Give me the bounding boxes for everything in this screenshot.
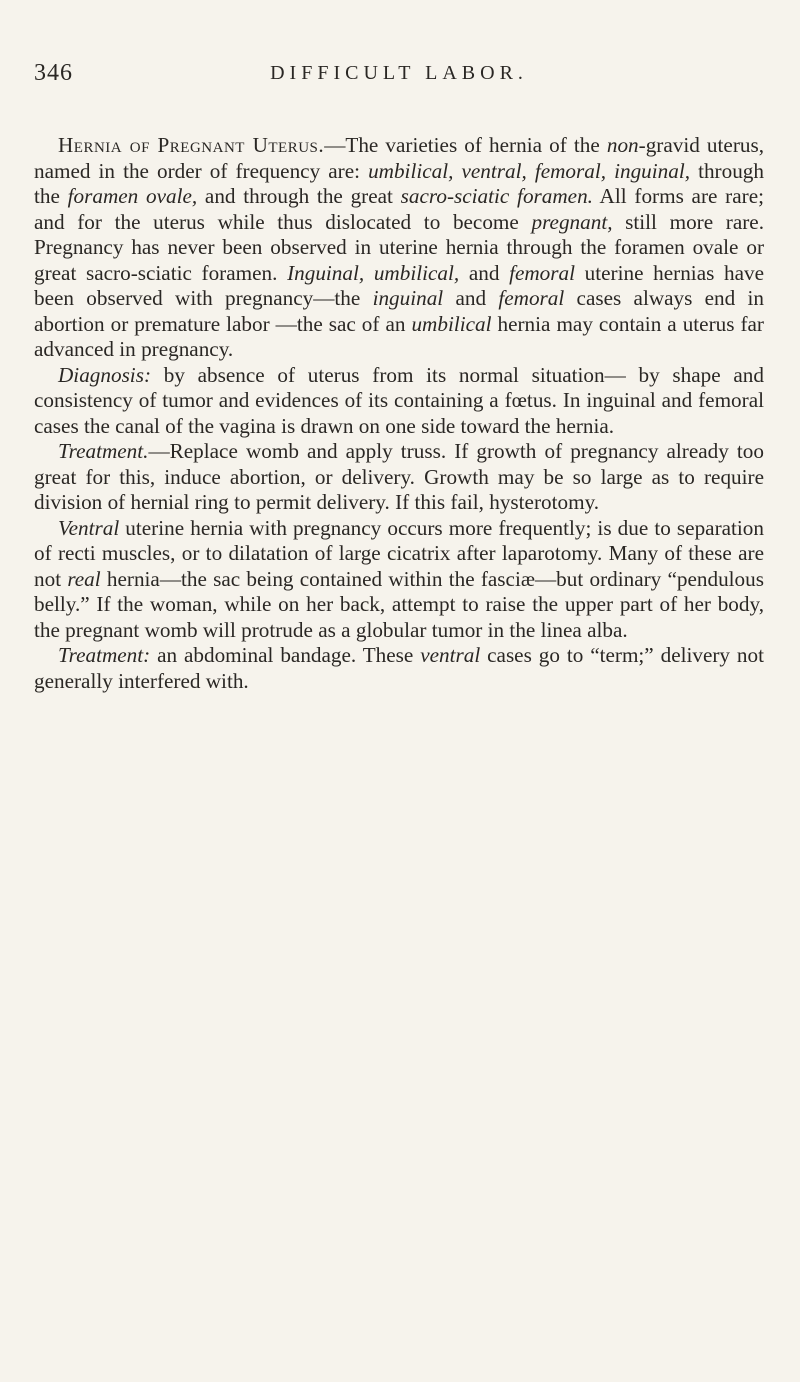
treatment-label: Treatment. [58, 439, 149, 463]
diagnosis-label: Diagnosis: [58, 362, 151, 387]
paragraph-diagnosis: Diagnosis: by absence of uterus from its normal situation— by shape and consistency of tumor and evidences of its containing a fœtus. In inguinal and femoral cases the canal of the vagina is drawn on one side toward the hernia. [34, 362, 764, 438]
section-heading: Hernia of Pregnant Uterus. [58, 133, 325, 157]
paragraph-ventral: Ventral uterine hernia with pregnancy occurs more frequently; is due to separation of recti muscles, or to dilatation of large cicatrix after laparotomy. Many of these are not real hernia—the sac being contained within the fasciæ—but ordinary “pendulous belly.” If the woman, while on her back, attempt to raise the upper part of her body, the pregnant womb will protrude as a globular tumor in the linea alba. [34, 515, 764, 642]
treatment-label-ventral: Treatment: [58, 643, 151, 667]
body-text [34, 133, 764, 694]
paragraph-treatment-inguinal: Treatment.—Replace womb and apply truss. If growth of pregnancy already too great for this, induce abortion, or delivery. Growth may be so large as to require division of hernial ring to permit delivery. If this fail, hysterotomy. [34, 439, 764, 514]
book-page [34, 50, 764, 694]
paragraph-treatment-ventral: Treatment: an abdominal bandage. These ventral cases go to “term;” delivery not generally interfered with. [34, 643, 764, 693]
paragraph-hernia: Hernia of Pregnant Uterus.—The varieties of hernia of the non-gravid uterus, named in the order of frequency are: umbilical, ventral, femoral, inguinal, through the foramen ovale, and through the great sacro-sciatic foramen. All forms are rare; and for the uterus while thus dislocated to become pregnant, still more rare. Pregnancy has never been observed in uterine hernia through the foramen ovale or great sacro-sciatic foramen. Inguinal, umbilical, and femoral uterine hernias have been observed with pregnancy—the inguinal and femoral cases always end in abortion or premature labor —the sac of an umbilical hernia may contain a uterus far advanced in pregnancy. [34, 133, 765, 361]
page-number: 346 [34, 60, 73, 86]
running-head: DIFFICULT LABOR. [270, 62, 528, 84]
page-header [34, 50, 764, 90]
